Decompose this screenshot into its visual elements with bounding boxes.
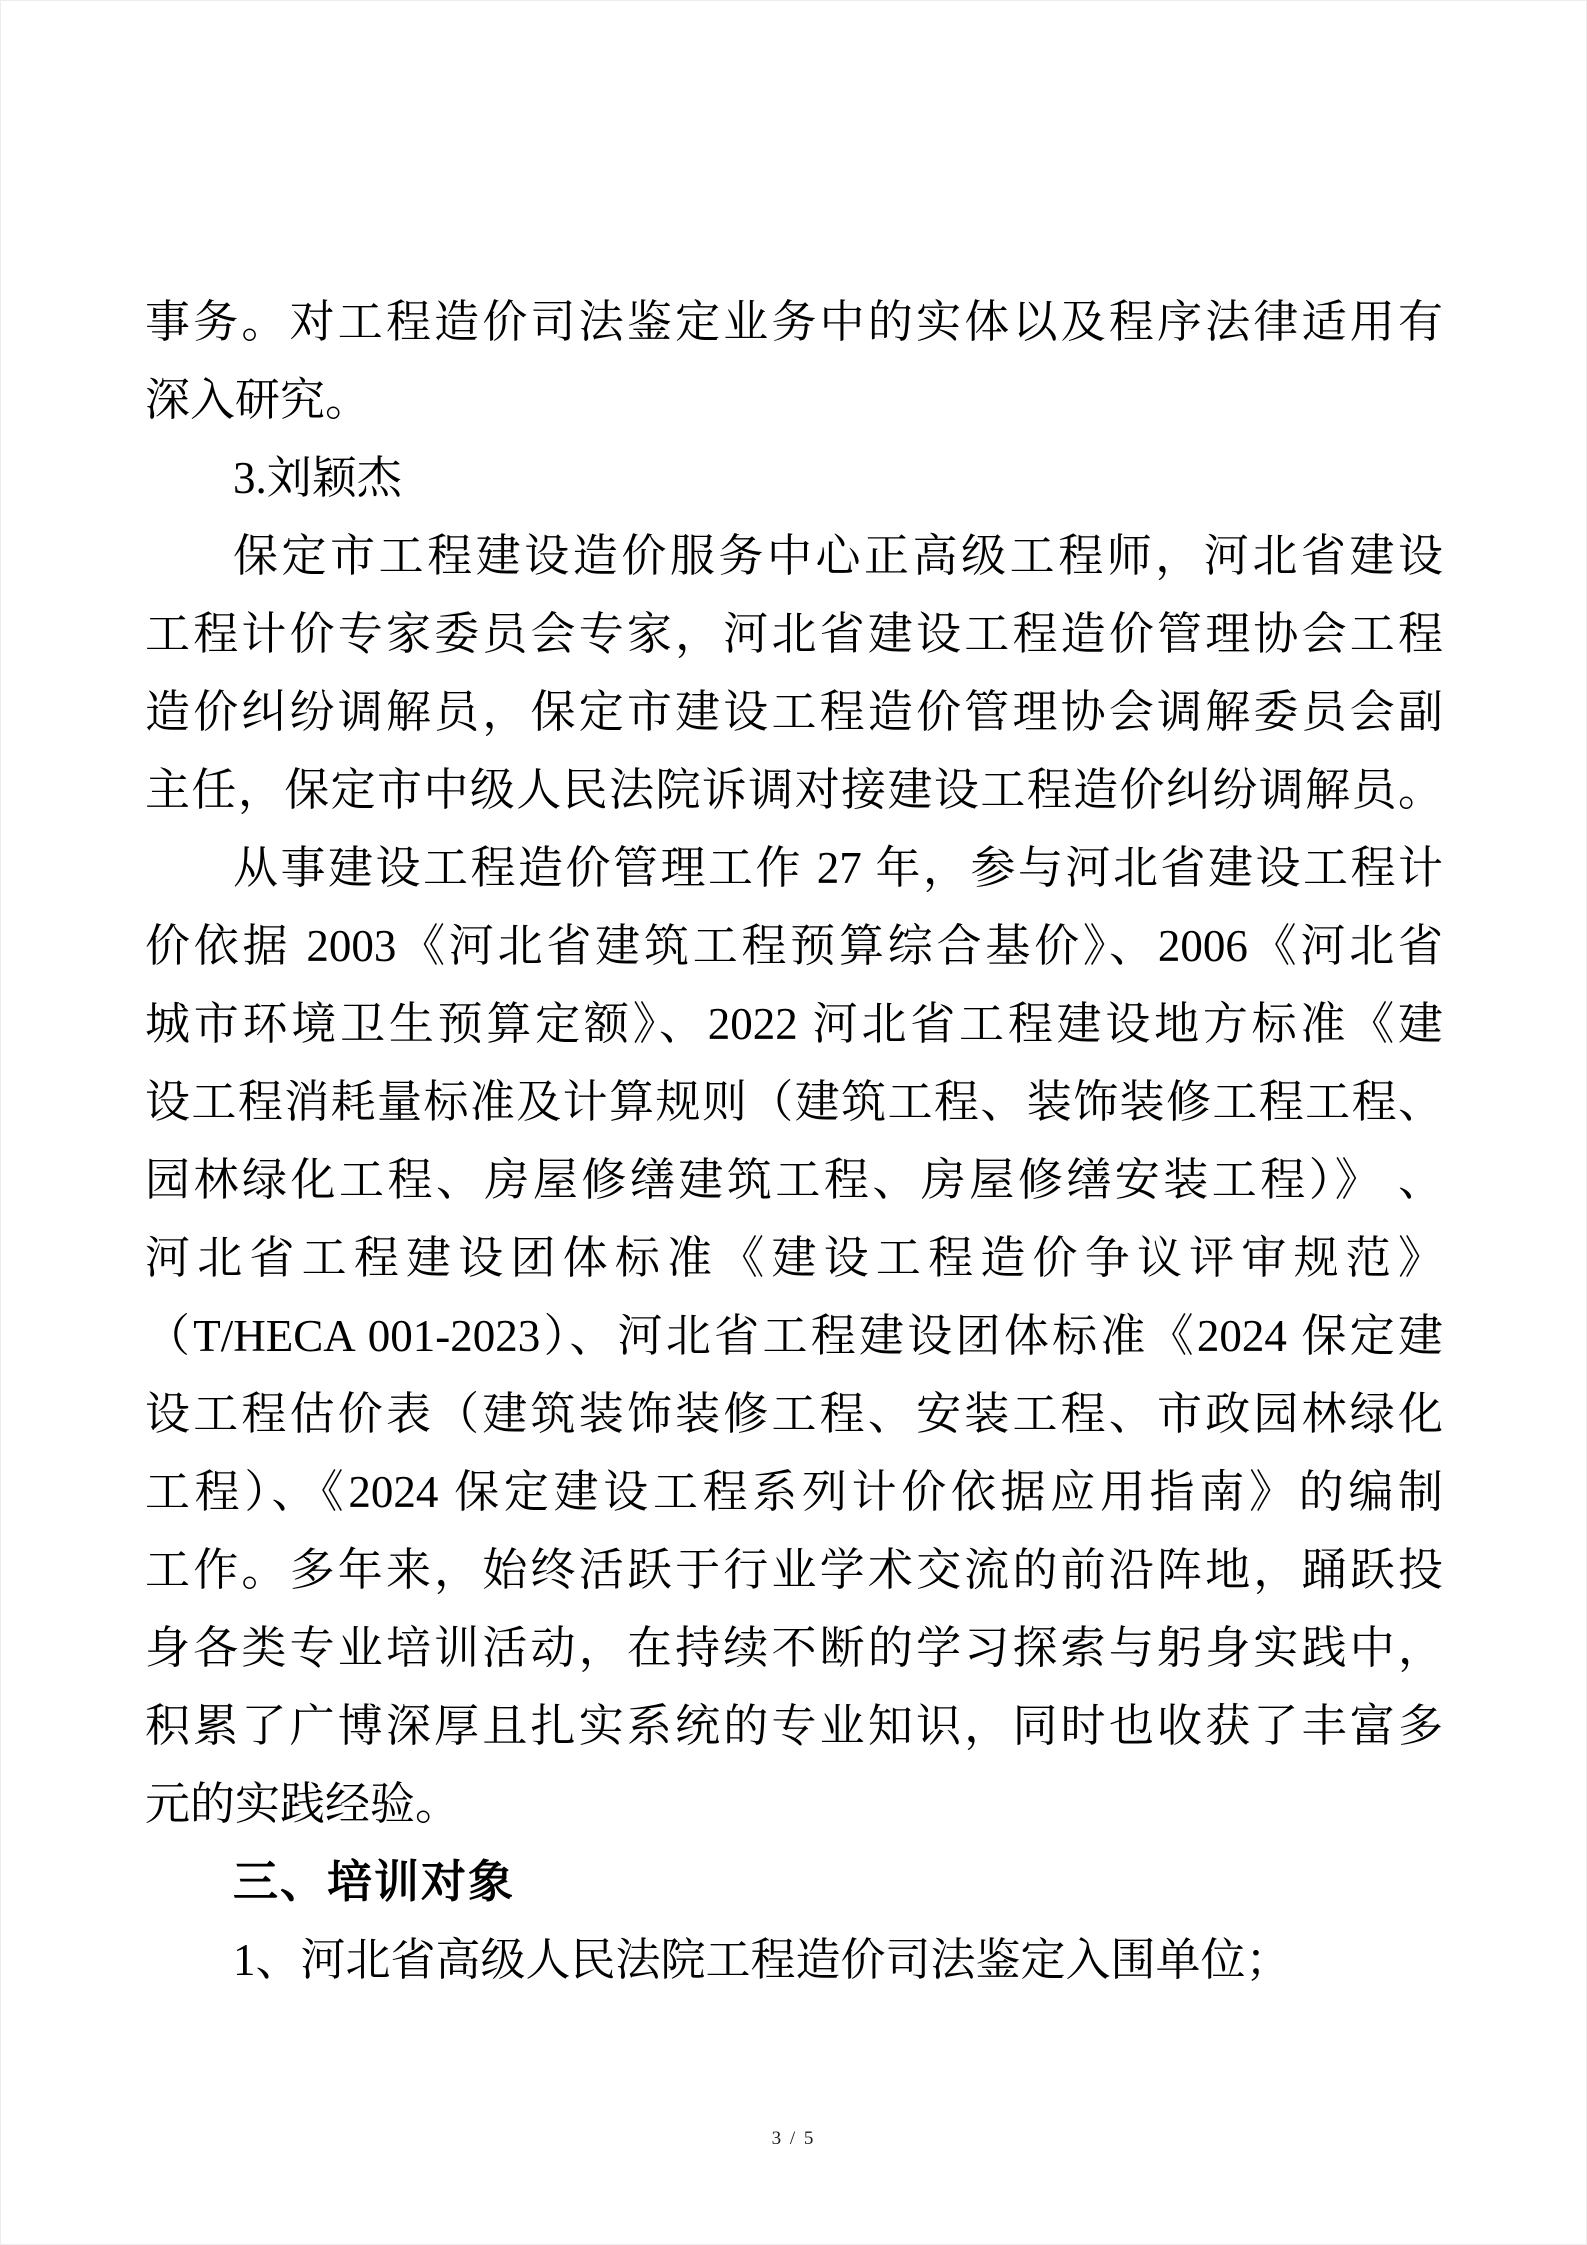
document-content	[145, 283, 1443, 1999]
text-line: 设工程消耗量标准及计算规则（建筑工程、装饰装修工程工程、	[145, 1077, 1443, 1127]
text-line: 园林绿化工程、房屋修缮建筑工程、房屋修缮安装工程）》 、	[145, 1155, 1443, 1205]
text-line: 深入研究。	[145, 375, 371, 425]
text-line: 从事建设工程造价管理工作 27 年，参与河北省建设工程计	[233, 843, 1443, 893]
text-line: 设工程估价表（建筑装饰装修工程、安装工程、市政园林绿化	[145, 1389, 1443, 1439]
text-line: 工程计价专家委员会专家，河北省建设工程造价管理协会工程	[145, 609, 1443, 659]
text-line: 主任，保定市中级人民法院诉调对接建设工程造价纠纷调解员。	[145, 765, 1443, 815]
text-line: 事务。对工程造价司法鉴定业务中的实体以及程序法律适用有	[145, 297, 1443, 347]
text-line: 造价纠纷调解员，保定市建设工程造价管理协会调解委员会副	[145, 687, 1443, 737]
section-heading: 三、培训对象	[233, 1856, 516, 1907]
page-number: 3 / 5	[771, 2128, 816, 2149]
text-line: 元的实践经验。	[145, 1779, 461, 1829]
list-item-number: 3.刘颖杰	[233, 453, 402, 503]
text-line: 身各类专业培训活动，在持续不断的学习探索与躬身实践中，	[145, 1623, 1443, 1673]
text-line: 价依据 2003《河北省建筑工程预算综合基价》、2006《河北省	[145, 921, 1443, 971]
text-line: 工作。多年来，始终活跃于行业学术交流的前沿阵地，踊跃投	[145, 1545, 1443, 1595]
text-line: 保定市工程建设造价服务中心正高级工程师，河北省建设	[233, 531, 1443, 581]
text-line: 城市环境卫生预算定额》、2022 河北省工程建设地方标准《建	[145, 999, 1443, 1049]
list-item: 1、河北省高级人民法院工程造价司法鉴定入围单位；	[233, 1935, 1291, 1985]
text-line: （T/HECA 001-2023）、河北省工程建设团体标准《2024 保定建	[145, 1311, 1443, 1361]
text-line: 工程）、《2024 保定建设工程系列计价依据应用指南》的编制	[145, 1467, 1443, 1517]
text-line: 河北省工程建设团体标准《建设工程造价争议评审规范》	[145, 1233, 1443, 1283]
text-line: 积累了广博深厚且扎实系统的专业知识，同时也收获了丰富多	[145, 1701, 1443, 1751]
